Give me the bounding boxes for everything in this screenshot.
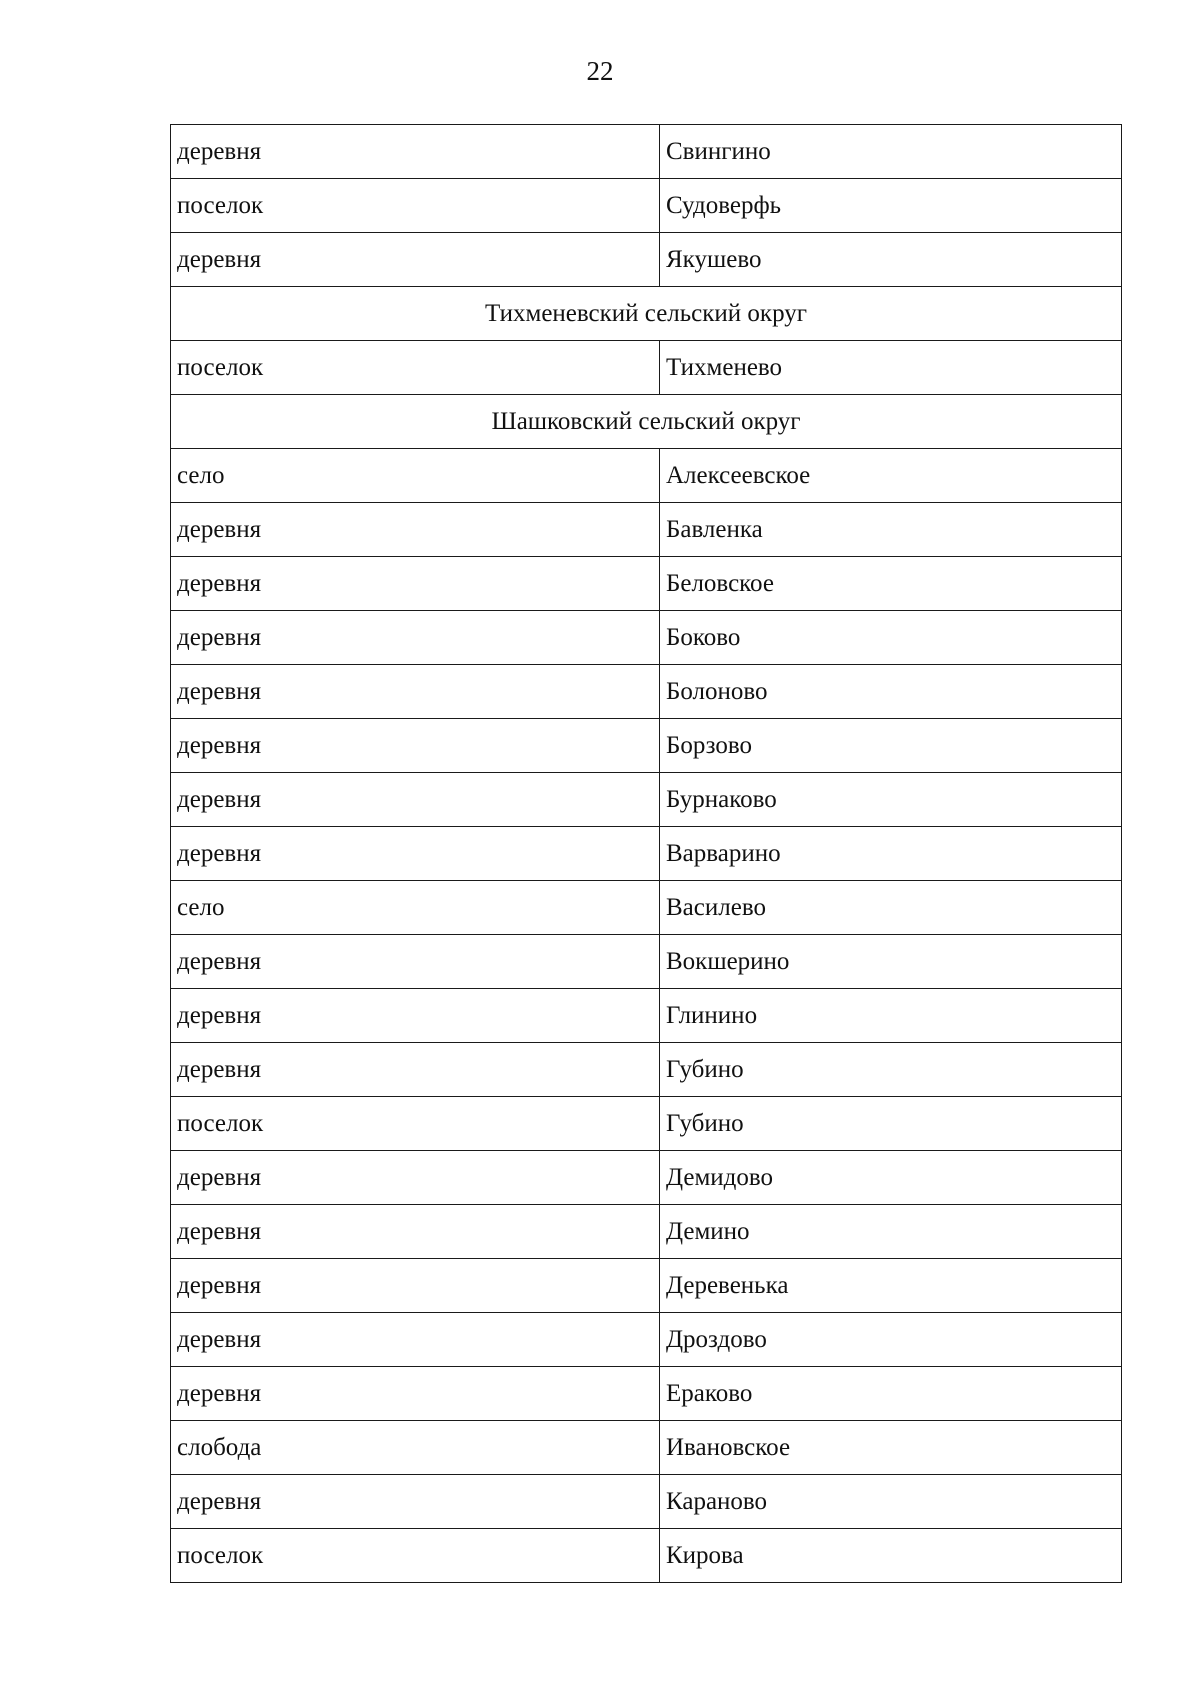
settlement-type-cell: поселок (171, 1097, 660, 1151)
table-row (171, 1205, 1122, 1259)
settlement-type-cell: деревня (171, 1043, 660, 1097)
table-row (171, 881, 1122, 935)
settlement-type-cell: деревня (171, 1367, 660, 1421)
table-row (171, 125, 1122, 179)
settlement-type-cell: поселок (171, 179, 660, 233)
settlement-name-cell: Якушево (660, 233, 1122, 287)
settlement-name-cell: Борзово (660, 719, 1122, 773)
table-row (171, 1259, 1122, 1313)
settlement-name-cell: Глинино (660, 989, 1122, 1043)
section-header-row (171, 287, 1122, 341)
settlement-type-cell: деревня (171, 1151, 660, 1205)
settlement-type-cell: деревня (171, 1205, 660, 1259)
settlement-name-cell: Бавленка (660, 503, 1122, 557)
settlement-name-cell: Вокшерино (660, 935, 1122, 989)
table-row (171, 773, 1122, 827)
settlement-type-cell: слобода (171, 1421, 660, 1475)
settlement-name-cell: Ивановское (660, 1421, 1122, 1475)
table-row (171, 719, 1122, 773)
settlement-name-cell: Бурнаково (660, 773, 1122, 827)
settlements-table (170, 124, 1122, 1583)
settlement-type-cell: поселок (171, 1529, 660, 1583)
settlement-name-cell: Алексеевское (660, 449, 1122, 503)
table-row (171, 1313, 1122, 1367)
settlement-name-cell: Свингино (660, 125, 1122, 179)
settlement-type-cell: село (171, 449, 660, 503)
settlement-type-cell: деревня (171, 557, 660, 611)
settlement-name-cell: Боково (660, 611, 1122, 665)
settlement-name-cell: Судоверфь (660, 179, 1122, 233)
settlement-name-cell: Беловское (660, 557, 1122, 611)
settlement-name-cell: Демино (660, 1205, 1122, 1259)
settlement-type-cell: деревня (171, 125, 660, 179)
settlement-name-cell: Кирова (660, 1529, 1122, 1583)
settlement-name-cell: Болоново (660, 665, 1122, 719)
table-row (171, 989, 1122, 1043)
table-row (171, 1151, 1122, 1205)
table-row (171, 503, 1122, 557)
table-row (171, 1367, 1122, 1421)
settlement-name-cell: Губино (660, 1097, 1122, 1151)
settlement-name-cell: Варварино (660, 827, 1122, 881)
settlement-name-cell: Дроздово (660, 1313, 1122, 1367)
settlement-type-cell: деревня (171, 665, 660, 719)
settlement-name-cell: Караново (660, 1475, 1122, 1529)
page-number: 22 (586, 56, 614, 86)
table-row (171, 1097, 1122, 1151)
table-row (171, 611, 1122, 665)
settlement-type-cell: деревня (171, 773, 660, 827)
table-row (171, 1529, 1122, 1583)
settlement-type-cell: село (171, 881, 660, 935)
table-row (171, 557, 1122, 611)
settlement-type-cell: деревня (171, 827, 660, 881)
table-row (171, 341, 1122, 395)
settlement-type-cell: деревня (171, 233, 660, 287)
settlement-type-cell: деревня (171, 1475, 660, 1529)
table-row (171, 233, 1122, 287)
settlement-name-cell: Ераково (660, 1367, 1122, 1421)
settlement-type-cell: деревня (171, 989, 660, 1043)
table-row (171, 1043, 1122, 1097)
settlement-name-cell: Тихменево (660, 341, 1122, 395)
settlement-name-cell: Деревенька (660, 1259, 1122, 1313)
table-row (171, 935, 1122, 989)
settlement-type-cell: деревня (171, 611, 660, 665)
table-row (171, 179, 1122, 233)
settlement-name-cell: Губино (660, 1043, 1122, 1097)
settlements-table-body (171, 125, 1122, 1583)
table-row (171, 449, 1122, 503)
table-row (171, 1475, 1122, 1529)
table-row (171, 665, 1122, 719)
table-row (171, 1421, 1122, 1475)
settlement-type-cell: деревня (171, 1313, 660, 1367)
settlement-type-cell: деревня (171, 935, 660, 989)
settlement-type-cell: деревня (171, 719, 660, 773)
section-header-row (171, 395, 1122, 449)
settlement-type-cell: деревня (171, 1259, 660, 1313)
section-title: Шашковский сельский округ (171, 395, 1122, 449)
table-row (171, 827, 1122, 881)
section-title: Тихменевский сельский округ (171, 287, 1122, 341)
settlement-type-cell: поселок (171, 341, 660, 395)
settlement-name-cell: Василево (660, 881, 1122, 935)
settlement-type-cell: деревня (171, 503, 660, 557)
settlement-name-cell: Демидово (660, 1151, 1122, 1205)
